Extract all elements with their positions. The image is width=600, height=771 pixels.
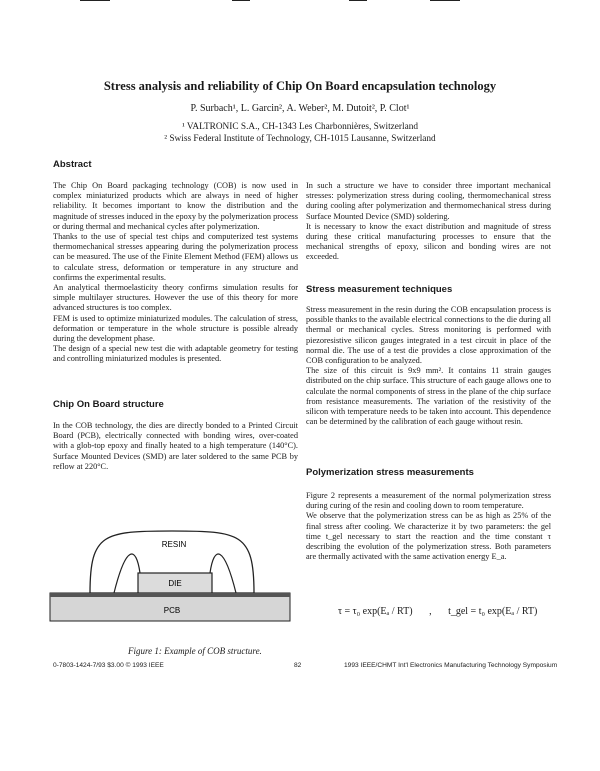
cob-structure-figure bbox=[42, 515, 302, 642]
tau-equation: τ = τ₀ exp(Eₐ / RT) bbox=[338, 606, 413, 617]
abstract-paragraph: The design of a special new test die with adaptable geometry for testing and controlling miniaturized modules is presented. bbox=[53, 344, 298, 364]
right-intro-paragraph: In such a structure we have to consider three important mechanical stresses: polymerization stress during cooling, thermomechanical stress during cooling after polymerization and thermomechanical stress during Surface Mounted Device (SMD) soldering. bbox=[306, 181, 551, 221]
cob-paragraph: In the COB technology, the dies are directly bonded to a Printed Circuit Board (PCB), electrically connected with bonding wires, over-coated with a glob-top epoxy and finally heated to a high temperature (140°C). Surface Mounted Devices (SMD) are later soldered to the same PCB by reflow at 220°C. bbox=[53, 421, 298, 471]
footer-page-number: 82 bbox=[294, 662, 302, 669]
cob-body bbox=[53, 421, 298, 472]
right-intro-body bbox=[306, 181, 551, 263]
abstract-paragraph: The Chip On Board packaging technology (COB) is now used in complex miniaturized products which are always in need of higher reliability. It becomes important to know the distribution and the magnitude of stresses induced in the epoxy by the polymerization process or during thermal and mechanical cycles after polymerization. bbox=[53, 181, 298, 231]
abstract-body bbox=[53, 181, 298, 365]
abstract-paragraph: FEM is used to optimize miniaturized modules. The calculation of stress, deformation or temperature in the whole structure is possible already during the development phase. bbox=[53, 313, 298, 344]
page-top-rule-3 bbox=[349, 0, 367, 1]
footer-copyright: 0-7803-1424-7/93 $3.00 © 1993 IEEE bbox=[53, 662, 164, 669]
pcb-top-strip bbox=[50, 593, 290, 597]
equation-separator: , bbox=[429, 606, 432, 617]
page-top-rule-2 bbox=[232, 0, 250, 1]
polymerization-paragraph: We observe that the polymerization stress can be as high as 25% of the final stress after cooling. We characterize it by two parameters: the gel time t_gel necessary to start the reaction and the time constant τ describing the evolution of the polymerization stress. Both parameters are thermally activated with the same activation energy E_a. bbox=[306, 511, 551, 562]
polymerization-heading: Polymerization stress measurements bbox=[306, 467, 474, 478]
right-intro-paragraph: It is necessary to know the exact distribution and magnitude of stress during these critical manufacturing processes to ensure that the mechanical strengths of epoxy, silicon and bonding wires are not exceeded. bbox=[306, 221, 551, 262]
stress-paragraph: The size of this circuit is 9x9 mm². It contains 11 strain gauges distributed on the chip surface. This structure of each gauge allows one to calculate the normal components of stress in the plane of the chip surface from resistance measurements. The variation of the resistivity of the silicon with temperature needs to be taken into account. This dependence can be determined by the calibration of each gauge without resin. bbox=[306, 366, 551, 427]
equations bbox=[338, 606, 537, 617]
pcb-label: PCB bbox=[163, 606, 181, 615]
abstract-heading: Abstract bbox=[53, 159, 92, 170]
stress-heading: Stress measurement techniques bbox=[306, 284, 453, 295]
stress-paragraph: Stress measurement in the resin during the COB encapsulation process is possible thanks to the available electrical connections to the die during all thermal or mechanical cycles. Stress monitoring is performed with piezoresistive silicon gauges integrated in a test circuit in place of the normal die. The use of a test die provides a close approximation of the COB configuration to be analyzed. bbox=[306, 305, 551, 366]
abstract-paragraph: An analytical thermoelasticity theory confirms simulation results for simple multilayer structures. However the use of this theory for more advanced structures is too complex. bbox=[53, 283, 298, 313]
figure-1-caption: Figure 1: Example of COB structure. bbox=[128, 646, 262, 656]
polymerization-paragraph: Figure 2 represents a measurement of the normal polymerization stress during curing of the resin and cooling down to room temperature. bbox=[306, 491, 551, 511]
polymerization-body bbox=[306, 491, 551, 562]
stress-body bbox=[306, 305, 551, 427]
page-top-rule-4 bbox=[430, 0, 460, 1]
footer-conference: 1993 IEEE/CHMT Int'l Electronics Manufacturing Technology Symposium bbox=[344, 662, 558, 669]
paper-authors: P. Surbach¹, L. Garcin², A. Weber², M. Dutoit², P. Clot¹ bbox=[190, 103, 410, 114]
cob-structure-diagram bbox=[42, 515, 302, 637]
tgel-equation: t_gel = t₀ exp(Eₐ / RT) bbox=[448, 606, 538, 617]
abstract-paragraph: Thanks to the use of special test chips and computerized test systems thermomechanical stresses appearing during the polymerization process can be measured. The use of the Finite Element Method (FEM) allows us to calculate stress, deformation or temperature in any structure and confirms the experimental results. bbox=[53, 232, 298, 282]
affiliation-1: ¹ VALTRONIC S.A., CH-1343 Les Charbonnières, Switzerland bbox=[181, 122, 419, 132]
paper-title: Stress analysis and reliability of Chip On Board encapsulation technology bbox=[103, 79, 497, 93]
cob-heading: Chip On Board structure bbox=[53, 399, 164, 410]
die-label: DIE bbox=[168, 579, 182, 588]
page-top-rule-1 bbox=[80, 0, 110, 1]
resin-label: RESIN bbox=[161, 540, 187, 549]
affiliation-2: ² Swiss Federal Institute of Technology, CH-1015 Lausanne, Switzerland bbox=[164, 134, 436, 144]
